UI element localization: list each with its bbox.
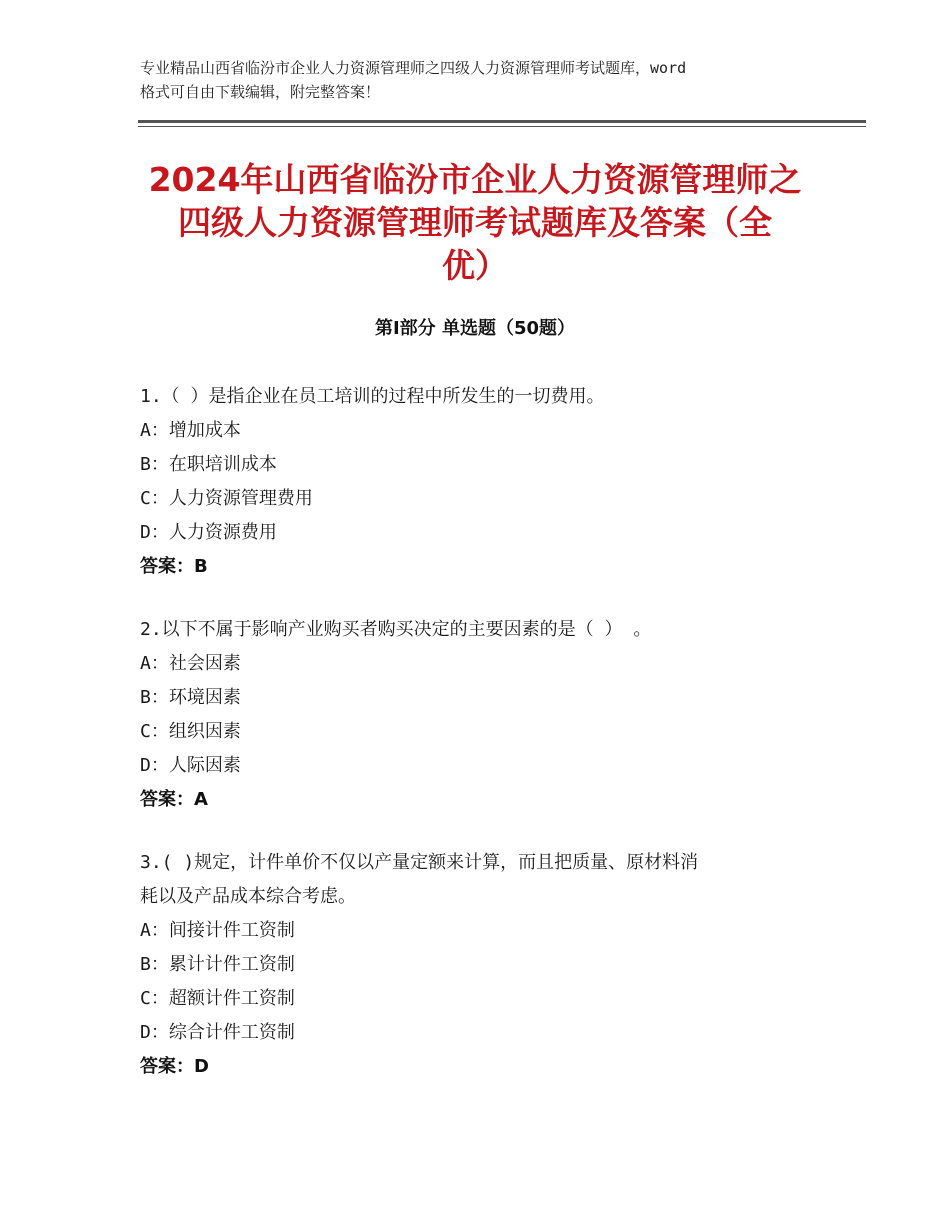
option-c: C：组织因素 <box>140 721 241 742</box>
option-d: D：人力资源费用 <box>140 522 277 543</box>
question-1 <box>140 380 820 584</box>
title-line-3: 优） <box>442 246 508 285</box>
option-b: B：累计计件工资制 <box>140 954 295 975</box>
option-b: B：在职培训成本 <box>140 454 277 475</box>
option-c: C：超额计件工资制 <box>140 988 295 1009</box>
header-note-line-1: 专业精品山西省临汾市企业人力资源管理师之四级人力资源管理师考试题库，word <box>140 59 687 77</box>
question-list <box>140 380 820 1113</box>
title-line-1: 2024年山西省临汾市企业人力资源管理师之 <box>148 160 802 199</box>
question-2 <box>140 613 820 817</box>
option-c: C：人力资源管理费用 <box>140 488 313 509</box>
header-note-line-2: 格式可自由下载编辑，附完整答案！ <box>140 83 381 101</box>
option-b: B：环境因素 <box>140 687 241 708</box>
header-divider-thin <box>138 126 866 127</box>
answer: 答案：D <box>140 1056 209 1077</box>
header-divider-thick <box>138 120 866 123</box>
option-a: A：间接计件工资制 <box>140 920 295 941</box>
document-title <box>120 158 830 287</box>
option-d: D：人际因素 <box>140 755 241 776</box>
question-stem-line: 2.以下不属于影响产业购买者购买决定的主要因素的是（ ） 。 <box>140 619 652 640</box>
answer: 答案：A <box>140 789 208 810</box>
question-stem <box>140 846 820 914</box>
section-heading: 第Ⅰ部分 单选题（50题） <box>374 318 575 339</box>
option-a: A：增加成本 <box>140 420 241 441</box>
question-stem-line: 3.( )规定，计件单价不仅以产量定额来计算，而且把质量、原材料消 <box>140 852 699 873</box>
answer: 答案：B <box>140 556 208 577</box>
option-a: A：社会因素 <box>140 653 241 674</box>
question-stem <box>140 613 820 647</box>
option-d: D：综合计件工资制 <box>140 1022 295 1043</box>
question-stem-line: 耗以及产品成本综合考虑。 <box>140 886 356 907</box>
question-stem-line: 1.（ ）是指企业在员工培训的过程中所发生的一切费用。 <box>140 386 605 407</box>
question-3 <box>140 846 820 1084</box>
title-line-2: 四级人力资源管理师考试题库及答案（全 <box>178 203 772 242</box>
question-stem <box>140 380 820 414</box>
header-note <box>140 56 830 104</box>
